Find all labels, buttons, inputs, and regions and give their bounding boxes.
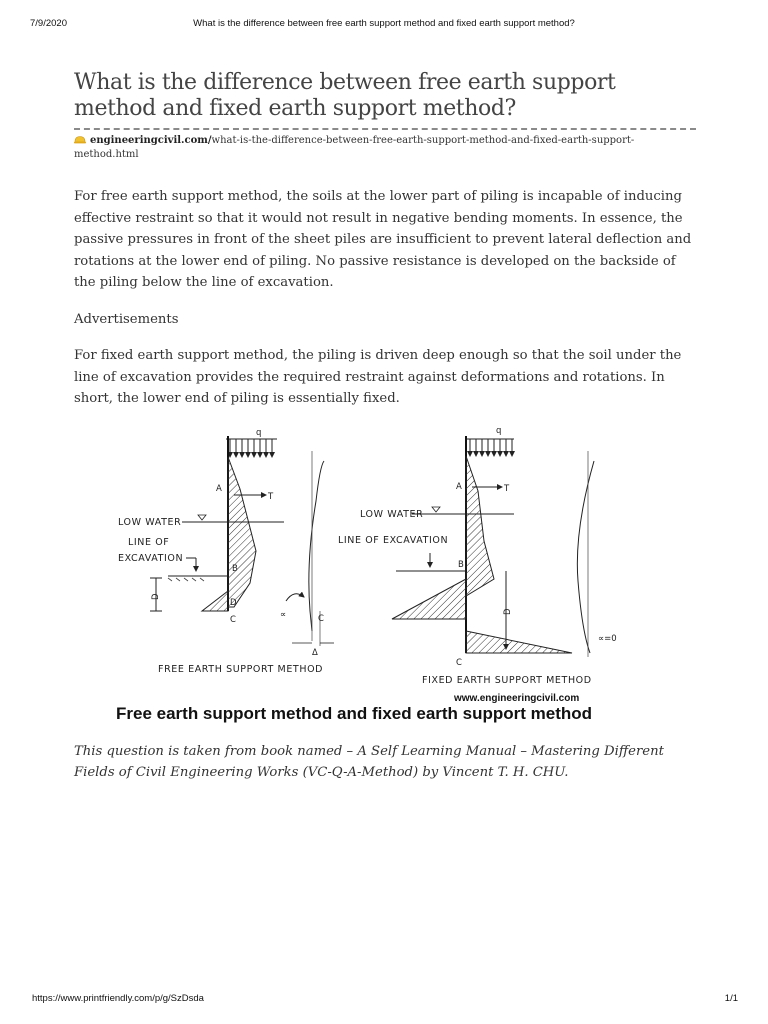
line-of-excavation-label: LINE OF EXCAVATION (338, 534, 449, 546)
source-domain-link[interactable]: engineeringcivil.com/ (90, 135, 212, 146)
print-footer (32, 993, 738, 1007)
point-c: C (230, 614, 236, 625)
figure-website: www.engineeringcivil.com (454, 692, 580, 704)
support-method-diagram (74, 421, 696, 741)
low-water-label: LOW WATER (118, 516, 182, 528)
point-d: D (230, 597, 237, 608)
print-url: https://www.printfriendly.com/p/g/SzDsda (32, 993, 204, 1004)
page-count: 1/1 (724, 993, 738, 1004)
fixed-method-label: FIXED EARTH SUPPORT METHOD (422, 674, 592, 686)
delta-label: Δ (312, 647, 318, 658)
tie-label-right: T (504, 483, 510, 494)
point-a-right: A (456, 481, 462, 492)
hard-hat-icon (74, 135, 86, 144)
title-divider (74, 128, 696, 130)
load-label: q (256, 427, 262, 438)
rotation-zero-label: ∝=0 (598, 633, 617, 644)
figure-title: Free earth support method and fixed earth support method (116, 703, 593, 723)
point-c2: C (318, 613, 324, 624)
print-header (30, 18, 738, 32)
paragraph-fixed-earth: For fixed earth support method, the piling is driven deep enough so that the soil under the line of excavation provides the required restraint against deformations and rotations. In short, the lower end of piling is essentially fixed. (74, 348, 682, 406)
point-a: A (216, 483, 222, 494)
print-title: What is the difference between free earth support method and fixed earth support method? (193, 18, 575, 29)
depth-label: D (151, 592, 161, 600)
excavation-label: EXCAVATION (118, 552, 184, 564)
depth-label-right: D (503, 607, 513, 615)
source-line (74, 134, 696, 162)
point-c-right: C (456, 657, 462, 668)
figure (74, 421, 696, 741)
point-b-right: B (458, 559, 464, 570)
free-method-label: FREE EARTH SUPPORT METHOD (158, 663, 324, 675)
paragraph-free-earth: For free earth support method, the soils at the lower part of piling is incapable of inducing effective restraint so that it would not result in negative bending moments. In essence, the passive pressures in front of the sheet piles are insufficient to prevent lateral deflection and rotations at the lower end of piling. No passive resistance is developed on the backside of the piling below the line of excavation. (74, 189, 692, 290)
line-of-label: LINE OF (128, 536, 170, 548)
tie-label: T (268, 491, 274, 502)
free-earth-diagram (118, 428, 334, 675)
book-caption: This question is taken from book named – A Self Learning Manual – Mastering Different Fields of Civil Engineering Works (VC-Q-A-Method) by Vincent T. H. CHU. (74, 743, 664, 780)
low-water-label-right: LOW WATER (360, 508, 424, 520)
advertisements-label: Advertisements (74, 311, 179, 327)
print-date: 7/9/2020 (30, 18, 67, 29)
article-title: What is the difference between free earth support method and fixed earth support method? (74, 70, 616, 121)
rotation-label: ∝ (280, 609, 287, 620)
point-b: B (232, 563, 238, 574)
fixed-earth-diagram (338, 426, 617, 686)
load-label-right: q (496, 425, 502, 436)
article (74, 70, 696, 797)
source-path-link[interactable]: what-is-the-difference-between-free-earth-support-method-and-fixed-earth-support-method.html (74, 135, 635, 160)
